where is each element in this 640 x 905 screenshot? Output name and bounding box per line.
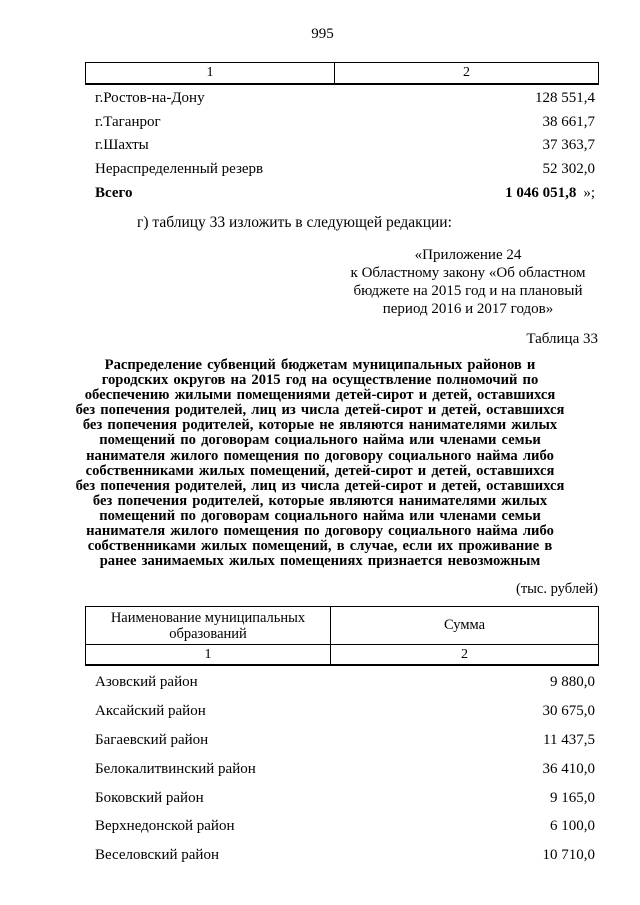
allocation-table-title-row xyxy=(86,607,598,644)
column-header-name: Наименование муниципальных образований xyxy=(86,607,331,644)
appendix-reference: «Приложение 24 к Областному закону «Об областном бюджете на 2015 год и на плановый период 2016 и 2017 годов» xyxy=(350,247,586,317)
allocation-table-column-number-row xyxy=(86,644,598,664)
table-row xyxy=(85,755,599,784)
allocation-title: Распределение субвенций бюджетам муниципальных районов и городских округов на 2015 год на осуществление полномочий по обеспечению жилыми помещениями детей-сирот и детей, оставшихся без попечения родителей, лиц из числа детей-сирот и детей, оставшихся без попечения родителей, которые не являются нанимателями жилых помещений по договорам социального найма или членами семьи нанимателя жилого помещения по договору социального найма либо собственниками жилых помещений, детей-сирот и детей, оставшихся без попечения родителей, лиц из числа детей-сирот и детей, оставшихся без попечения родителей, которые являются нанимателями жилых помещений по договорам социального найма или членами семьи нанимателя жилого помещения по договору социального найма либо собственниками жилых помещений, в случае, если их проживание в ранее занимаемых жилых помещениях признается невозможным xyxy=(75,357,565,570)
table-row xyxy=(85,158,599,182)
column-number-1: 1 xyxy=(86,63,335,83)
row-name: Веселовский район xyxy=(95,847,219,864)
row-value: 9 880,0 xyxy=(550,673,595,690)
row-name: Белокалитвинский район xyxy=(95,760,256,777)
table-row xyxy=(85,784,599,813)
row-name: Верхнедонской район xyxy=(95,818,235,835)
units-note: (тыс. рублей) xyxy=(516,581,598,597)
row-value: 36 410,0 xyxy=(542,760,595,777)
amendment-clause: г) таблицу 33 изложить в следующей редакции: xyxy=(137,214,452,231)
row-name: г.Ростов-на-Дону xyxy=(95,90,205,107)
table-total-row xyxy=(85,181,599,205)
column-number-2: 2 xyxy=(463,65,470,80)
row-value: 38 661,7 xyxy=(542,113,595,130)
column-number-1: 1 xyxy=(86,645,331,664)
table-row xyxy=(85,841,599,870)
table-row xyxy=(85,111,599,135)
row-value: 9 165,0 xyxy=(550,789,595,806)
row-name: Аксайский район xyxy=(95,702,206,719)
row-value: 128 551,4 xyxy=(535,90,595,107)
total-label: Всего xyxy=(95,184,133,201)
table-row xyxy=(85,87,599,111)
continuation-table-body xyxy=(85,87,599,205)
continuation-table-header xyxy=(85,62,599,85)
page-number: 995 xyxy=(311,26,334,42)
total-value: 1 046 051,8 xyxy=(505,184,577,201)
row-value: 11 437,5 xyxy=(543,731,595,748)
table-row xyxy=(85,668,599,697)
row-value: 37 363,7 xyxy=(542,137,595,154)
row-value: 10 710,0 xyxy=(542,847,595,864)
column-number-2: 2 xyxy=(461,647,468,662)
table-row xyxy=(85,726,599,755)
row-value: 30 675,0 xyxy=(542,702,595,719)
row-name: г.Шахты xyxy=(95,137,149,154)
row-name: г.Таганрог xyxy=(95,113,161,130)
table-row xyxy=(85,697,599,726)
row-value: 52 302,0 xyxy=(542,161,595,178)
row-name: Багаевский район xyxy=(95,731,209,748)
allocation-table-body xyxy=(85,668,599,870)
closing-quote-mark: »; xyxy=(583,184,595,201)
table-row xyxy=(85,812,599,841)
row-value: 6 100,0 xyxy=(550,818,595,835)
allocation-table-header xyxy=(85,606,599,666)
column-header-sum: Сумма xyxy=(443,617,486,633)
row-name: Нераспределенный резерв xyxy=(95,161,264,178)
table-caption: Таблица 33 xyxy=(526,331,598,347)
table-row xyxy=(85,134,599,158)
row-name: Азовский район xyxy=(95,673,198,690)
row-name: Боковский район xyxy=(95,789,204,806)
continuation-table-column-number-row xyxy=(86,63,598,83)
